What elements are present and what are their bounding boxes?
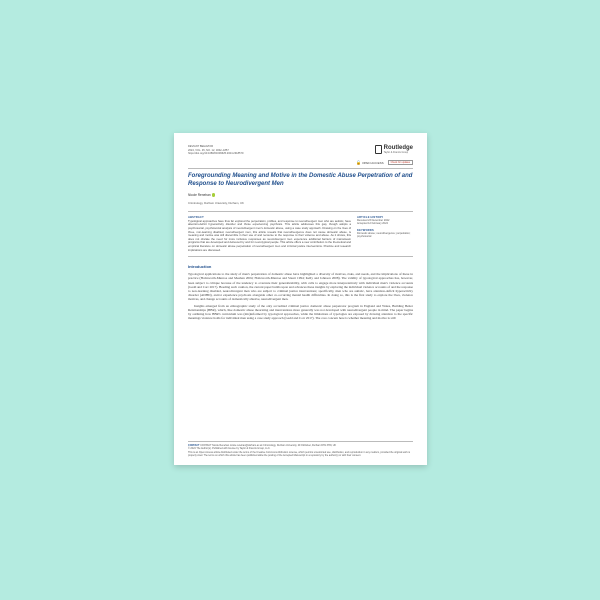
journal-volume: 2024, VOL. 45, NO. 12, 1842–1857 [188,148,229,152]
keywords-text: Domestic abuse; neurodivergence; perpetration; psychosocial [357,232,411,239]
intro-paragraph-2: Insights emerged from an ethnographic study of the only accredited criminal justice domestic abuse perpetrator program in England and Wales, Building Better Relationships (BBR), which, like domestic abuse theorizing and interventions more generally was not developed with neurodivergent people in mind. The paper begins by outlining how BBR's curriculum was (mis)informed by typological approaches, while the limitations of typologies are exposed by drawing attention to the specific meanings violence holds for individual men using a case study approach (Gadd and Corr 2017). The core concern here is whether meaning and motive is still [188,303,413,321]
intro-paragraph-1: Typological applications to the study of men's perpetration of domestic abuse have highlighted a diversity of motives, risks, and needs, and the implications of these in practice (Holtzworth-Munroe and Meehan 2004; Holtzworth-Munroe and Stuart 1994; Kelly and Johnson 2008). The validity of typological approaches has, however, been subject to critique because of the tendency to overstate their generalizability, with calls to engage more interpretatively with individual men's violence accounts (Gadd and Corr 2017). Heeding such caution, the current paper builds upon and advances these insights by exploring the individual violence accounts of and the response to non-learning disabled, neurodivergent men who are subject to criminal justice interventions; specifically, men who are autistic, have attention-deficit hyperactivity disorder (ADHD), and/or experience psychosis alongside other co-occurring mental health difficulties. In doing so, this is the first study to explore the lives, violence motives, and change accounts of domestically abusive, neurodivergent men. [188,272,413,302]
abstract-section [188,211,413,257]
page-header [188,145,413,156]
article-title: Foregrounding Meaning and Motive in the Domestic Abuse Perpetration of and Response to Neurodivergent Men [188,173,413,187]
abstract [188,216,351,252]
abstract-text: Typological approaches have thus far explored the perpetration, profiles, and response to neurodivergent men who are autistic, have attention-deficit hyperactivity disorder and those experiencing psychosis. This article addresses this gap, though adopts a psychosocial, psychosocial analysis of neurodivergent men's domestic abuse, using a case study approach. Drawing on the lives of three, non-learning disabled, neurodivergent men, this article reveals that neurodivergence does not cause domestic abuse, is meaning and motive was still discernible in their use of and recourse to the response to their violence and abuse. As it shows, this does not obviate the need for more inclusive responses as neurodivergent men experience additional barriers of mainstream programs that are developed and delivered by and for neurotypical people. This article offers a new contribution to the theoretical and empirical literature on domestic abuse perpetration of neurodivergent men and criminal justice interventions. Practice and research implications are discussed. [188,219,351,252]
received-date: Received 23 December 2022 [357,218,390,222]
journal-doi[interactable]: https://doi.org/10.1080/01639625.2024.2318579 [188,152,244,156]
page-footer [188,441,413,457]
paper-page [174,133,427,465]
routledge-logo-icon [375,145,382,154]
license-line: This is an Open Access article distributed under the terms of the Creative Commons Attribution License, which permits unrestricted use, distribution, and reproduction in any medium, provided the original work is properly cited. The terms on which this article has been published allow the posting of the Accepted Manuscript in a repository by the author(s) or with their consent. [188,450,411,457]
journal-name: DEVIANT BEHAVIOR [188,145,214,148]
abstract-heading: ABSTRACT [188,215,204,219]
publisher-name: Routledge [383,145,413,151]
author-name[interactable]: Nicole Renehan [188,192,211,197]
check-updates-button[interactable]: Check for updates [388,160,413,165]
history-heading: ARTICLE HISTORY [357,215,384,219]
accepted-date: Accepted 12 February 2024 [357,221,388,225]
orcid-icon[interactable] [212,193,215,196]
affiliation: Criminology, Durham University, Durham, UK [188,200,244,205]
introduction-heading: Introduction [188,264,212,270]
copyright-line: © 2024 The Author(s). Published with license by Taylor & Francis Group, LLC. [188,447,271,451]
author-line [188,193,413,197]
contact-line: CONTACT CONTACT Nicole Renehan nicole.renehan@durham.ac.uk Criminology, Durham University, 29 Old Elvet, Durham DH1 3HN, UK [188,444,337,448]
journal-meta [188,145,243,156]
access-row [188,160,413,165]
publisher-sub: Taylor & Francis Group [383,151,409,154]
divider [188,168,413,169]
publisher-logo [375,145,413,154]
open-lock-icon: 🔓 [356,159,362,165]
open-access-badge: 🔓 OPEN ACCESS [356,159,384,165]
article-history [357,216,413,252]
keywords-heading: KEYWORDS [357,229,374,233]
